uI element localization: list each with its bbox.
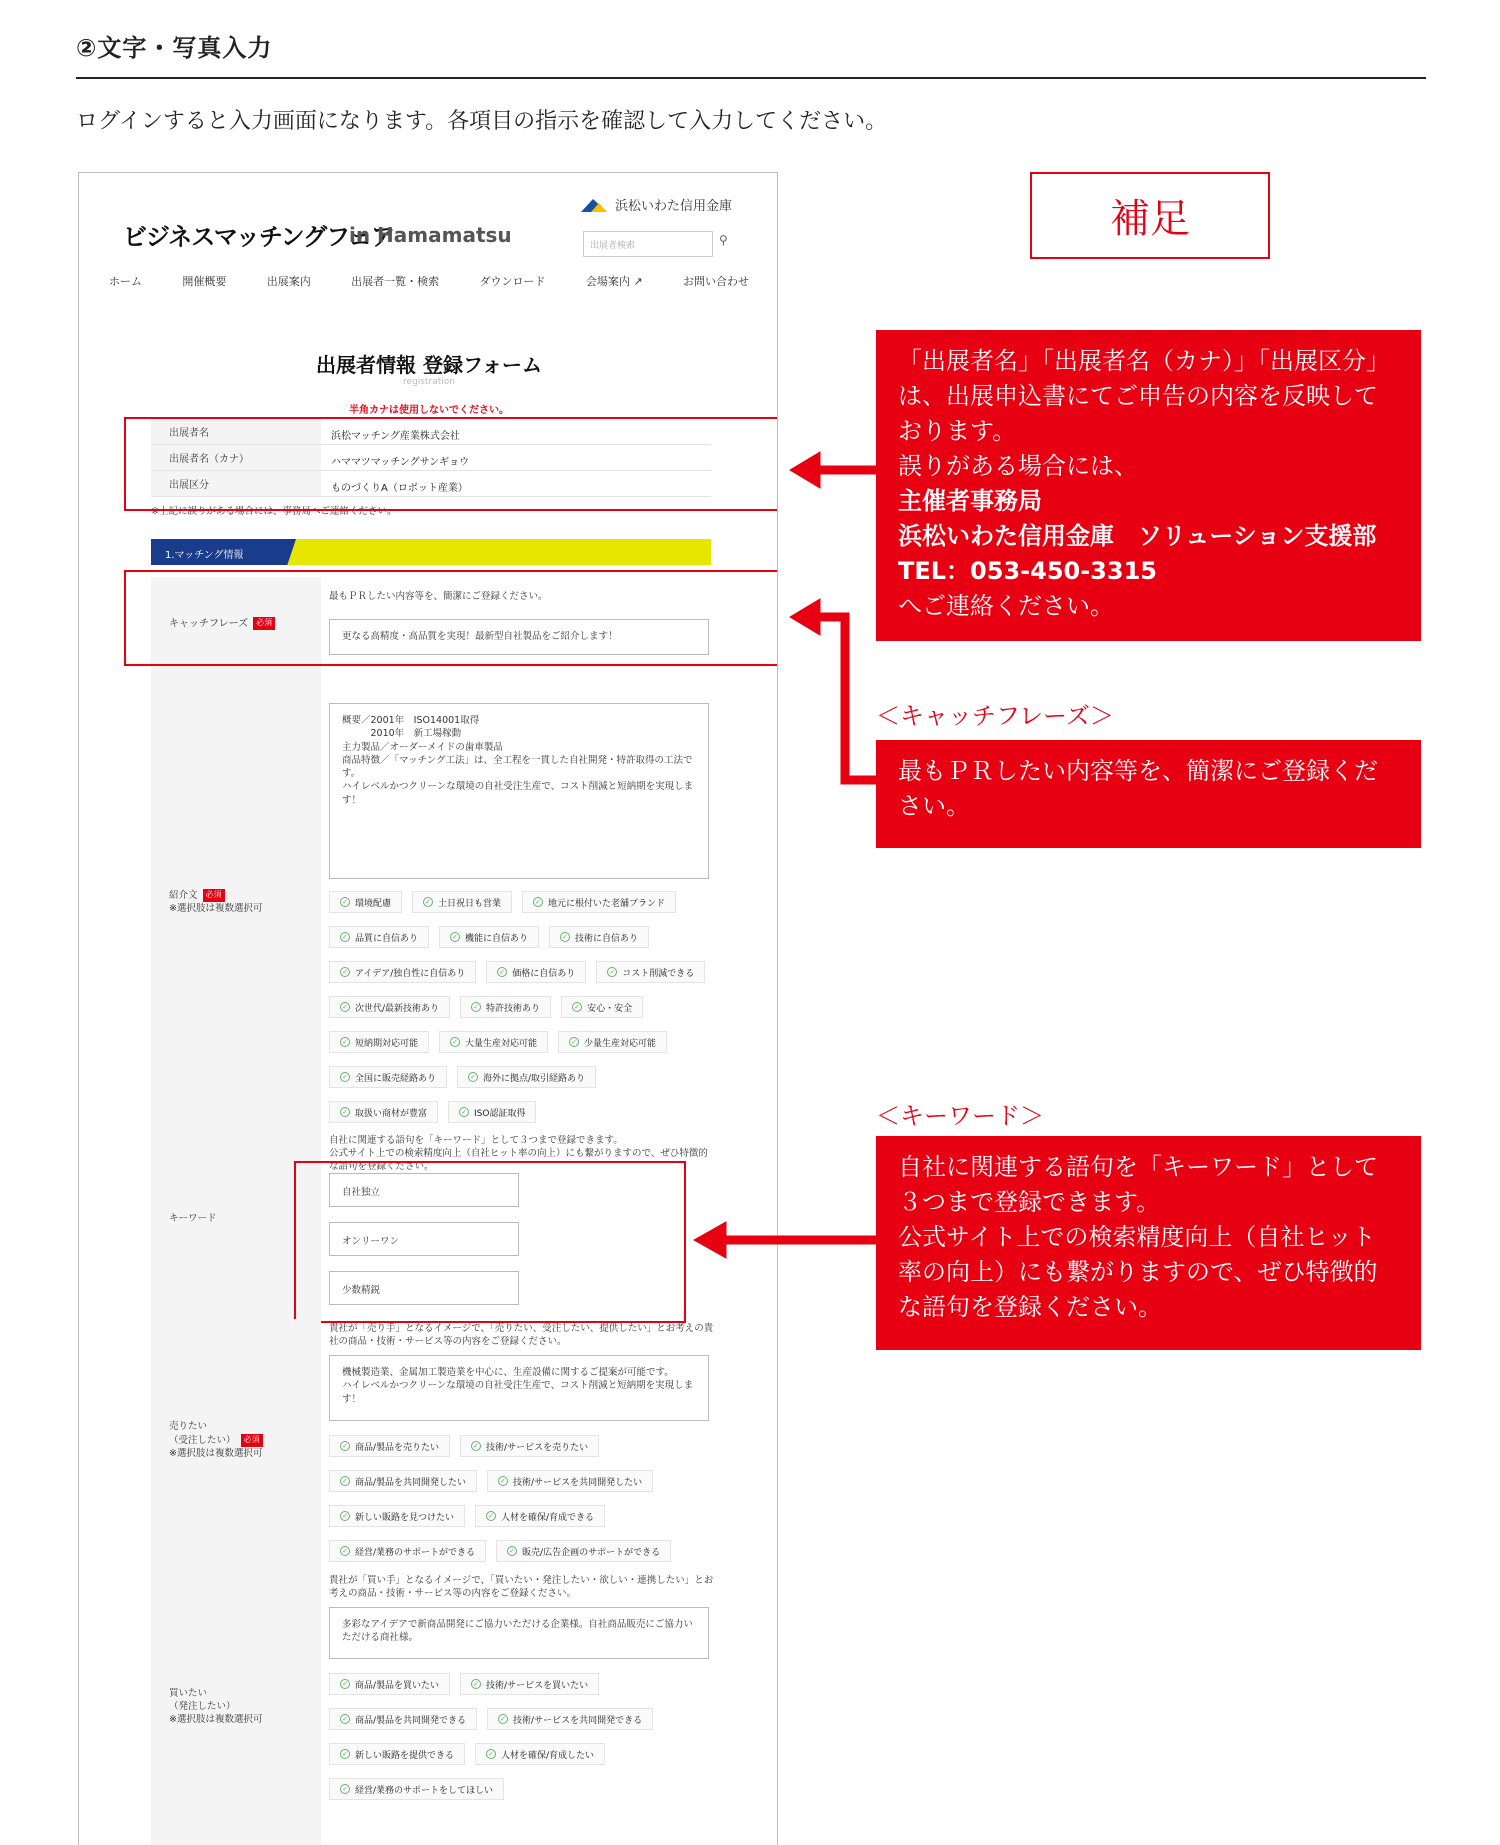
chip[interactable]: ✓ 海外に拠点/取引経路あり <box>457 1066 596 1088</box>
info-highlight <box>124 417 778 511</box>
chip[interactable]: ✓ 全国に販売経路あり <box>329 1066 447 1088</box>
catch-highlight <box>124 570 778 666</box>
check-icon: ✓ <box>450 932 460 942</box>
nav-item-download[interactable]: ダウンロード <box>479 275 546 288</box>
keyword-caption: ＜キーワード＞ <box>876 1102 1044 1130</box>
form-screenshot <box>78 172 778 1845</box>
keyword-input-1[interactable]: 自社独立 <box>329 1173 519 1207</box>
check-icon: ✓ <box>498 1714 508 1724</box>
check-icon: ✓ <box>486 1749 496 1759</box>
check-icon: ✓ <box>340 897 350 907</box>
info-label: 出展者名 <box>151 419 321 444</box>
keyword-input-2[interactable]: オンリーワン <box>329 1222 519 1256</box>
note-keyword: 自社に関連する語句を「キーワード」として ３つまで登録できます。 公式サイト上での検索精度向上（自社ヒット 率の向上）にも繋がりますので、ぜひ特徴的 な語句を登録ください。 <box>876 1136 1421 1350</box>
check-icon: ✓ <box>340 1511 350 1521</box>
required-badge: 必須 <box>253 617 275 630</box>
keyword-input-3[interactable]: 少数精鋭 <box>329 1271 519 1305</box>
bank-name: 浜松いわた信用金庫 <box>615 199 733 214</box>
check-icon: ✓ <box>340 1072 350 1082</box>
check-icon: ✓ <box>423 897 433 907</box>
site-search-input[interactable]: 出展者検索 <box>583 231 713 257</box>
chip[interactable]: ✓ 技術/サービスを買いたい <box>460 1673 599 1695</box>
chip[interactable]: ✓ ISO認証取得 <box>448 1101 536 1123</box>
section-bar <box>151 539 711 565</box>
buy-hint: 貴社が「買い手」となるイメージで、「買いたい・発注したい・欲しい・連携したい」とお考えの商品・技術・サービス等の内容をご登録ください。 <box>329 1575 714 1599</box>
check-icon: ✓ <box>340 1002 350 1012</box>
sell-chip-group <box>329 1435 709 1562</box>
chip[interactable]: ✓ 特許技術あり <box>460 996 551 1018</box>
sell-label: 売りたい （受注したい） 必須 ※選択肢は複数選択可 <box>169 1421 263 1459</box>
intro-chip-group <box>329 891 709 1123</box>
sell-hint: 貴社が「売り手」となるイメージで、「売りたい、受注したい、提供したい」とお考えの貴社の商品・技術・サービス等の内容をご登録ください。 <box>329 1323 714 1347</box>
chip[interactable]: ✓ 新しい販路を提供できる <box>329 1743 465 1765</box>
check-icon: ✓ <box>471 1441 481 1451</box>
check-icon: ✓ <box>486 1511 496 1521</box>
check-icon: ✓ <box>507 1546 517 1556</box>
chip[interactable]: ✓ 短納期対応可能 <box>329 1031 429 1053</box>
chip[interactable]: ✓ 技術/サービスを共同開発したい <box>487 1470 653 1492</box>
chip[interactable]: ✓ 環境配慮 <box>329 891 402 913</box>
info-label: 出展者名（カナ） <box>151 445 321 470</box>
supplement-title: 補足 <box>1030 172 1270 259</box>
chip[interactable]: ✓ 経営/業務のサポートをしてほしい <box>329 1778 504 1800</box>
chip[interactable]: ✓ 商品/製品を売りたい <box>329 1435 450 1457</box>
check-icon: ✓ <box>497 967 507 977</box>
keyword-label: キーワード <box>169 1213 217 1224</box>
section-bar-label: 1.マッチング情報 <box>165 550 244 561</box>
external-link-icon: ↗ <box>633 275 643 288</box>
chip[interactable]: ✓ 商品/製品を共同開発したい <box>329 1470 477 1492</box>
chip[interactable]: ✓ 機能に自信あり <box>439 926 539 948</box>
chip[interactable]: ✓ 技術に自信あり <box>549 926 649 948</box>
chip[interactable]: ✓ 経営/業務のサポートができる <box>329 1540 486 1562</box>
nav-item-exhibit-guide[interactable]: 出展案内 <box>266 275 311 288</box>
check-icon: ✓ <box>468 1072 478 1082</box>
check-icon: ✓ <box>533 897 543 907</box>
chip[interactable]: ✓ 価格に自信あり <box>486 961 586 983</box>
note-catch: 最もＰＲしたい内容等を、簡潔にご登録ください。 <box>876 740 1421 848</box>
chip[interactable]: ✓ 少量生産対応可能 <box>558 1031 667 1053</box>
chip[interactable]: ✓ 安心・安全 <box>561 996 643 1018</box>
site-logo[interactable]: ビジネスマッチングフェア <box>123 223 394 251</box>
buy-textarea[interactable]: 多彩なアイデアで新商品開発にご協力いただける企業様。自社商品販売にご協力いただける商社様。 <box>329 1607 709 1659</box>
catch-caption: ＜キャッチフレーズ＞ <box>876 702 1114 730</box>
check-icon: ✓ <box>340 1714 350 1724</box>
buy-chip-group <box>329 1673 709 1800</box>
intro-text: ログインすると入力画面になります。各項目の指示を確認して入力してください。 <box>76 109 888 134</box>
intro-textarea[interactable]: 概要／2001年 ISO14001取得 2010年 新工場稼動 主力製品／オーダーメイドの歯車製品 商品特徴／「マッチング工法」は、全工程を一貫した自社開発・特許取得の工法です。 ハイレベルかつクリーンな環境の自社受注生産で、コスト削減と短納期を実現します！ <box>329 703 709 879</box>
chip[interactable]: ✓ 人材を確保/育成できる <box>475 1505 605 1527</box>
bank-mark-icon <box>579 197 609 213</box>
info-value: ものづくりA（ロボット産業） <box>331 483 468 494</box>
check-icon: ✓ <box>607 967 617 977</box>
chip[interactable]: ✓ 商品/製品を買いたい <box>329 1673 450 1695</box>
check-icon: ✓ <box>450 1037 460 1047</box>
chip[interactable]: ✓ 土日祝日も営業 <box>412 891 512 913</box>
chip[interactable]: ✓ 大量生産対応可能 <box>439 1031 548 1053</box>
info-value: 浜松マッチング産業株式会社 <box>331 431 460 442</box>
check-icon: ✓ <box>471 1679 481 1689</box>
arrow-catch-head <box>790 599 820 635</box>
chip[interactable]: ✓ 次世代/最新技術あり <box>329 996 450 1018</box>
check-icon: ✓ <box>340 1784 350 1794</box>
catch-input[interactable]: 更なる高精度・高品質を実現！最新型自社製品をご紹介します！ <box>329 619 709 655</box>
arrow-info-head <box>790 452 820 488</box>
check-icon: ✓ <box>340 1546 350 1556</box>
sell-textarea[interactable]: 機械製造業、金属加工製造業を中心に、生産設備に関するご提案が可能です。 ハイレベルかつクリーンな環境の自社受注生産で、コスト削減と短納期を実現します！ <box>329 1355 709 1421</box>
chip[interactable]: ✓ 人材を確保/育成したい <box>475 1743 605 1765</box>
chip[interactable]: ✓ アイデア/独自性に自信あり <box>329 961 476 983</box>
chip[interactable]: ✓ 取扱い商材が豊富 <box>329 1101 438 1123</box>
keyword-highlight <box>294 1161 686 1323</box>
required-badge: 必須 <box>203 889 225 902</box>
form-subtitle: registration <box>403 377 455 387</box>
chip[interactable]: ✓ コスト削減できる <box>596 961 705 983</box>
chip[interactable]: ✓ 新しい販路を見つけたい <box>329 1505 465 1527</box>
info-value: ハママツマッチングサンギョウ <box>331 457 470 468</box>
search-icon[interactable]: ⚲ <box>719 233 728 247</box>
check-icon: ✓ <box>498 1476 508 1486</box>
check-icon: ✓ <box>572 1002 582 1012</box>
chip[interactable]: ✓ 技術/サービスを共同開発できる <box>487 1708 653 1730</box>
info-note: ※上記に誤りがある場合には、事務局へご連絡ください。 <box>151 506 397 517</box>
keyword-hint: 自社に関連する語句を「キーワード」として３つまで登録できます。 公式サイト上での検索精度向上（自社ヒット率の向上）にも繋がりますので、ぜひ特徴的な語句を登録ください。 <box>329 1135 708 1172</box>
check-icon: ✓ <box>560 932 570 942</box>
nav-item-contact[interactable]: お問い合わせ <box>682 275 749 288</box>
check-icon: ✓ <box>340 1107 350 1117</box>
required-badge: 必須 <box>241 1434 263 1447</box>
note-info: 「出展者名」「出展者名（カナ）」「出展区分」 は、出展申込書にてご申告の内容を反映して おります。 誤りがある場合には、 主催者事務局 浜松いわた信用金庫 ソリューション支援部 TEL：053-450-3315 へご連絡ください。 <box>876 330 1421 641</box>
check-icon: ✓ <box>340 1679 350 1689</box>
nav-item-overview[interactable]: 開催概要 <box>182 275 227 288</box>
section-title: ②文字・写真入力 <box>76 34 273 62</box>
check-icon: ✓ <box>340 1749 350 1759</box>
kana-warning: 半角カナは使用しないでください。 <box>349 405 509 416</box>
check-icon: ✓ <box>340 967 350 977</box>
info-label: 出展区分 <box>151 471 321 496</box>
chip[interactable]: ✓ 商品/製品を共同開発できる <box>329 1708 477 1730</box>
nav-item-home[interactable]: ホーム <box>109 275 142 288</box>
check-icon: ✓ <box>340 1476 350 1486</box>
check-icon: ✓ <box>569 1037 579 1047</box>
section-divider <box>76 77 1426 79</box>
check-icon: ✓ <box>340 932 350 942</box>
check-icon: ✓ <box>471 1002 481 1012</box>
check-icon: ✓ <box>340 1037 350 1047</box>
chip[interactable]: ✓ 品質に自信あり <box>329 926 429 948</box>
site-logo-sub: in Hamamatsu <box>349 223 512 247</box>
catch-label: キャッチフレーズ 必須 <box>169 617 275 631</box>
intro-label: 紹介文 必須 ※選択肢は複数選択可 <box>169 889 263 914</box>
check-icon: ✓ <box>340 1441 350 1451</box>
arrow-catch <box>812 617 876 780</box>
form-title: 出展者情報 登録フォーム <box>316 353 542 377</box>
site-nav <box>109 273 749 289</box>
nav-item-exhibitor-search[interactable]: 出展者一覧・検索 <box>351 275 440 288</box>
chip[interactable]: ✓ 技術/サービスを売りたい <box>460 1435 599 1457</box>
check-icon: ✓ <box>459 1107 469 1117</box>
nav-item-venue[interactable]: 会場案内 ↗ <box>585 275 643 288</box>
bank-logo[interactable] <box>579 195 732 214</box>
catch-hint: 最もＰＲしたい内容等を、簡潔にご登録ください。 <box>329 591 548 602</box>
chip[interactable]: ✓ 販売/広告企画のサポートができる <box>496 1540 671 1562</box>
buy-label: 買いたい （発注したい） ※選択肢は複数選択可 <box>169 1688 263 1725</box>
chip[interactable]: ✓ 地元に根付いた老舗ブランド <box>522 891 676 913</box>
